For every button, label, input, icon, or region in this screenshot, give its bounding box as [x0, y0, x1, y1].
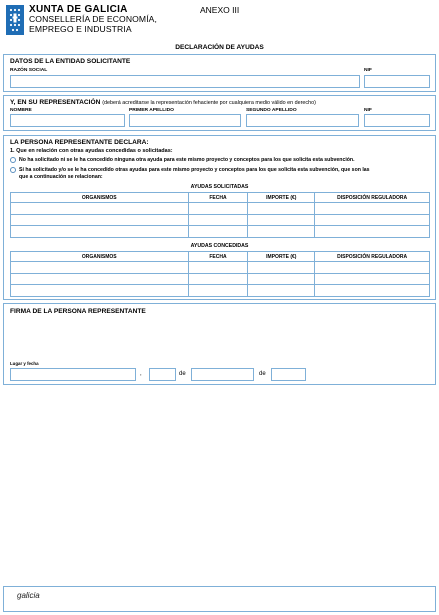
razon-social-field[interactable] — [10, 75, 360, 88]
table-cell[interactable] — [315, 214, 430, 226]
segundo-apellido-label: SEGUNDO APELLIDO — [246, 108, 297, 113]
concedidas-header-row — [11, 252, 430, 262]
table-cell[interactable] — [315, 203, 430, 215]
col-importe: IMPORTE (€) — [248, 252, 315, 262]
month-field[interactable] — [191, 368, 254, 381]
de-separator-1: de — [179, 371, 186, 377]
table-cell[interactable] — [188, 214, 248, 226]
entity-nif-field[interactable] — [364, 75, 430, 88]
table-row — [11, 273, 430, 285]
entity-title: DATOS DE LA ENTIDAD SOLICITANTE — [10, 58, 131, 65]
table-row — [11, 262, 430, 274]
table-cell[interactable] — [248, 203, 315, 215]
representative-nif-label: NIF — [364, 108, 372, 113]
representative-title — [10, 99, 316, 106]
document-title: DECLARACIÓN DE AYUDAS — [175, 44, 264, 51]
table-cell[interactable] — [248, 262, 315, 274]
col-fecha: FECHA — [188, 193, 248, 203]
segundo-apellido-field[interactable] — [246, 114, 359, 127]
declaration-point-1: 1. Que en relación con otras ayudas concedidas o solicitadas: — [10, 148, 173, 154]
table-cell[interactable] — [11, 262, 189, 274]
table-row — [11, 285, 430, 297]
table-cell[interactable] — [315, 285, 430, 297]
option-si-radio[interactable] — [10, 167, 16, 173]
table-cell[interactable] — [248, 226, 315, 238]
brand-line-2: EMPREGO E INDUSTRIA — [29, 23, 132, 34]
table-cell[interactable] — [11, 214, 189, 226]
representative-panel — [3, 95, 436, 131]
galicia-logo: galicia — [17, 591, 40, 600]
entity-nif-label: NIF — [364, 68, 372, 73]
table-cell[interactable] — [188, 285, 248, 297]
table-cell[interactable] — [11, 226, 189, 238]
option-no-text: No ha solicitado ni se le ha concedido ninguna otra ayuda para este mismo proyecto y conceptos para los que solicita esta subvención. — [19, 157, 355, 163]
table-cell[interactable] — [315, 262, 430, 274]
option-si-text-1: Sí ha solicitado y/o se le ha concedido otras ayudas para este mismo proyecto y conceptos para los que solicita esta subvención, que son las — [19, 167, 370, 173]
table-cell[interactable] — [188, 273, 248, 285]
table-cell[interactable] — [188, 203, 248, 215]
nombre-label: NOMBRE — [10, 108, 32, 113]
col-disposicion: DISPOSICIÓN REGULADORA — [315, 252, 430, 262]
brand-name: XUNTA DE GALICIA — [29, 4, 128, 15]
col-fecha: FECHA — [188, 252, 248, 262]
declaration-title: LA PERSONA REPRESENTANTE DECLARA: — [10, 139, 149, 146]
brand-line-1: CONSELLERÍA DE ECONOMÍA, — [29, 14, 157, 24]
option-no-radio[interactable] — [10, 157, 16, 163]
primer-apellido-field[interactable] — [129, 114, 241, 127]
place-date-label: Lugar y fecha — [10, 361, 39, 366]
table-cell[interactable] — [315, 226, 430, 238]
footer-panel — [3, 586, 436, 612]
day-field[interactable] — [149, 368, 176, 381]
signature-panel — [3, 303, 436, 385]
solicitadas-title: AYUDAS SOLICITADAS — [190, 184, 249, 190]
representative-note: (deberá acreditarse la representación fehaciente por cualquiera medio válido en derecho) — [102, 100, 316, 106]
col-organismos: ORGANISMOS — [11, 193, 189, 203]
table-cell[interactable] — [188, 226, 248, 238]
representative-title-text: Y, EN SU REPRESENTACIÓN — [10, 99, 101, 106]
col-organismos: ORGANISMOS — [11, 252, 189, 262]
comma-separator: , — [140, 371, 142, 377]
table-cell[interactable] — [11, 285, 189, 297]
table-row — [11, 226, 430, 238]
year-field[interactable] — [271, 368, 306, 381]
brand-block — [29, 4, 157, 34]
table-cell[interactable] — [248, 273, 315, 285]
entity-panel — [3, 54, 436, 92]
table-cell[interactable] — [248, 214, 315, 226]
representative-nif-field[interactable] — [364, 114, 430, 127]
col-importe: IMPORTE (€) — [248, 193, 315, 203]
place-field[interactable] — [10, 368, 136, 381]
table-cell[interactable] — [11, 203, 189, 215]
primer-apellido-label: PRIMER APELLIDO — [129, 108, 174, 113]
nombre-field[interactable] — [10, 114, 125, 127]
de-separator-2: de — [259, 371, 266, 377]
signature-title: FIRMA DE LA PERSONA REPRESENTANTE — [10, 308, 146, 315]
declaration-panel — [3, 135, 436, 300]
table-cell[interactable] — [248, 285, 315, 297]
table-cell[interactable] — [11, 273, 189, 285]
col-disposicion: DISPOSICIÓN REGULADORA — [315, 193, 430, 203]
solicitadas-table — [10, 192, 430, 238]
annex-label: ANEXO III — [200, 5, 240, 15]
table-cell[interactable] — [315, 273, 430, 285]
table-row — [11, 214, 430, 226]
table-cell[interactable] — [188, 262, 248, 274]
solicitadas-header-row — [11, 193, 430, 203]
option-si-text-2: que a continuación se relacionan: — [19, 174, 103, 180]
concedidas-table — [10, 251, 430, 297]
razon-social-label: RAZÓN SOCIAL — [10, 68, 48, 73]
xunta-shield-icon — [6, 5, 24, 35]
table-row — [11, 203, 430, 215]
concedidas-title: AYUDAS CONCEDIDAS — [190, 243, 249, 249]
